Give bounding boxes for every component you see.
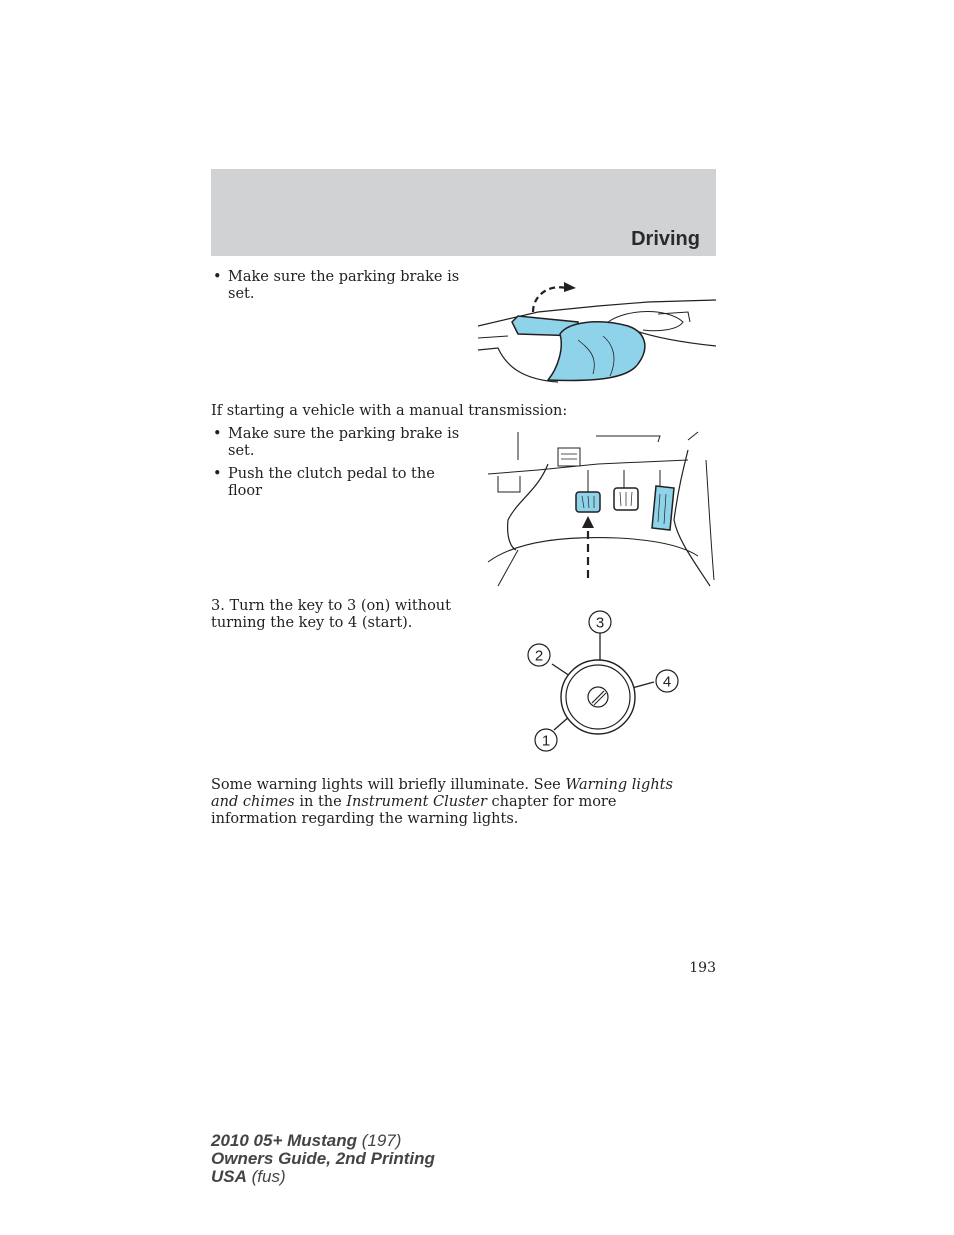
manual-intro: If starting a vehicle with a manual transmission: bbox=[211, 403, 568, 419]
parking-brake-illustration bbox=[478, 278, 716, 386]
footer-line-2: Owners Guide, 2nd Printing bbox=[211, 1149, 435, 1168]
list-item: • Make sure the parking brake is set. bbox=[213, 269, 460, 302]
ignition-label-4: 4 bbox=[662, 673, 672, 691]
ignition-label-2: 2 bbox=[534, 647, 544, 665]
bullet-dot: • bbox=[213, 426, 222, 442]
footer-line-1: 2010 05+ Mustang (197) bbox=[211, 1131, 402, 1150]
cross-reference-warning-lights: Warning lights and chimes bbox=[211, 777, 673, 810]
section-title: Driving bbox=[631, 228, 700, 250]
ignition-key-illustration bbox=[520, 608, 690, 758]
bullet-dot: • bbox=[213, 269, 222, 285]
page-number: 193 bbox=[689, 960, 716, 976]
document-footer bbox=[211, 1132, 435, 1186]
parking-brake-block bbox=[211, 269, 461, 309]
manual-bullets-block bbox=[211, 426, 471, 506]
step-3: 3. Turn the key to 3 (on) without turning the key to 4 (start). bbox=[211, 598, 451, 631]
list-item: • Push the clutch pedal to the floor bbox=[213, 466, 435, 499]
warning-lights-paragraph: Some warning lights will briefly illuminate. See Warning lights and chimes in the Instrument Cluster chapter for more information regarding the warning lights. bbox=[211, 777, 673, 827]
bullet-list bbox=[211, 269, 461, 303]
bullet-list bbox=[211, 426, 471, 500]
pedals-illustration bbox=[478, 430, 716, 590]
list-item: • Make sure the parking brake is set. bbox=[213, 426, 460, 459]
bullet-dot: • bbox=[213, 466, 222, 482]
cross-reference-instrument-cluster: Instrument Cluster bbox=[346, 794, 487, 810]
ignition-label-3: 3 bbox=[595, 614, 605, 632]
ignition-label-1: 1 bbox=[541, 732, 551, 750]
header-band bbox=[211, 169, 716, 256]
footer-line-3: USA (fus) bbox=[211, 1167, 286, 1186]
